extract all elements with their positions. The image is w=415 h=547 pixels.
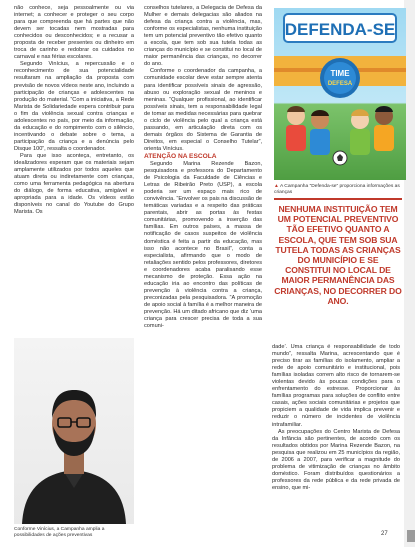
article-column-3 [272, 344, 400, 534]
campaign-title: DEFENDA-SE [284, 20, 396, 39]
paragraph: conselhos tutelares, a Delegacia de Defesa da Mulher e demais delegacias são aliados na defesa da criança contra a violência, mas, conforme os especialistas, nenhuma instituição tem um potencial preventivo tão efetivo quanto a escola, que tem sob sua tutela todas as crianças do município e se constitui no local de maior permanência das crianças, no decorrer do ano. [144, 5, 262, 68]
page-edge-tab [407, 530, 415, 542]
page-number: 27 [381, 531, 388, 537]
paragraph: As preocupações do Centro Marista de Defesa da Infância são pertinentes, de acordo com os resultados obtidos por Marina Rezende Bazon, na pesquisa que realizou em 25 municípios da região, de 2006 a 2007, para verificar a magnitude do problema de vitimização de crianças no âmbito doméstico. Foram distribuídos questionários a professores da rede pública e da rede privada de ensino, que mi- [272, 428, 400, 491]
campaign-illustration [274, 8, 406, 180]
paragraph: Segundo Marina Rezende Bazon, pesquisadora e professora do Departamento de Psicologia da Faculdade de Ciências e Letras de Ribeirão Preto (USP), a escola poderia ser um espaço mais rico de convivência. “Envolver os pais na discussão de temáticas variadas e a respeito das práticas parentais, abrir as portas às festas comunitárias, promovendo a inserção das famílias. Em outros países, a massa de notificação de casos suspeitos de violência doméstica é feita a partir da educação, mas isso não acontece no Brasil”, conta a especialista, afirmando que o modo de retaliações sentido pelos professores, diretores e coordenadores acaba paralisando esse mecanismo de proteção. Essa ação na educação iria ao encontro das políticas de prevenção à violência contra a criança, preconizadas pela pesquisadora. “A promoção de apoio social à família é a melhor maneira de prevenção. Há um ditado africano que diz ‘uma criança para crescer precisa de toda a sua comuni- [144, 160, 262, 330]
section-heading: ATENÇÃO NA ESCOLA [144, 152, 217, 160]
article-column-2 [144, 5, 262, 528]
paragraph: dade’. Uma criança é responsabilidade de todo mundo”, ressalta Marina, acrescentando que é preciso tirar as famílias do isolamento, ampliar a rede de apoio comunitário e institucional, pois famílias isoladas correm alto risco de tornarem-se violentas devido às poucas condições para o enfrentamento do estresse. Proporcionar às famílias programas para soluções de conflito entre casais, ações sociais comunitárias e projetos que propiciem a qualidade de vida implica prevenir e reduzir o número de incidentes de violência intrafamiliar. [272, 344, 400, 428]
paragraph: Para que isso aconteça, entretanto, os idealizadores esperam que os materiais sejam amplamente utilizados por todos aqueles que atuam direta ou indiretamente com crianças, como uma ferramenta pedagógica na abertura do diálogo, de forma educativa, amigável e apropriada para a idade. Os vídeos estão disponíveis no canal do Youtube do Grupo Marista. Os [14, 152, 134, 216]
paragraph: Conforme o coordenador da campanha, a comunidade escolar deve estar sempre atenta para identificar possíveis sinais de agressão, abuso ou exploração sexual de meninos e meninas. “Qualquer profissional, ao identificar possíveis sinais, tem a responsabilidade legal de tomar as medidas necessárias para quebrar o ciclo de violência pelo qual a criança está passando, em articulação direta com os demais órgãos do Sistema de Garantia de Direitos, em especial o Conselho Tutelar”, orienta Vinícius. [144, 68, 262, 152]
campaign-scene [274, 8, 406, 180]
badge-line-2: DEFESA [327, 81, 353, 87]
photo-caption [274, 184, 408, 196]
pull-quote: NENHUMA INSTITUIÇÃO TEM UM POTENCIAL PREVENTIVO TÃO EFETIVO QUANTO A ESCOLA, QUE TEM SOB SUA TUTELA TODAS AS CRIANÇAS DO MUNICÍPIO E SE CONSTITUI NO LOCAL DE MAIOR PERMANÊNCIA DAS CRIANÇAS, NO DECORRER DO ANO. [274, 198, 402, 306]
portrait-illustration [14, 338, 134, 524]
photo-caption: Conforme Vinícius, a Campanha amplia a possibilidades de ações preventivas [14, 527, 105, 538]
paragraph: Segundo Vinícius, a repercussão e o reconhecimento de sua potencialidade resultaram na ampliação da proposta com previsão de novos vídeos neste ano, incluindo a participação de crianças e adolescentes na produção do material. “Com a iniciativa, a Rede Marista de Solidariedade espera contribuir para o fim da violência sexual contra crianças e adolescentes no país, por meio da informação, da educação e do rompimento com o silêncio, incentivando o debate sobre o tema, a participação da criança e a denúncia pelo Disque 100”, ressalta o coordenador. [14, 61, 134, 152]
caption-text: A Campanha “Defenda-se” proporciona informações as crianças [274, 184, 400, 195]
caption-marker-icon: ▲ [274, 184, 279, 189]
paragraph: não conhece, seja pessoalmente ou via internet; a conhecer e proteger o seu corpo para que compreenda que há partes que não devem ser tocadas nem mostradas para conhecidos ou desconhecidos; e a recusar a proposta de receber presentes ou dinheiro em troca de carinho e redobrar os cuidados no carnaval e nas férias escolares. [14, 5, 134, 61]
article-column-1 [14, 5, 134, 330]
badge-line-1: TIME [330, 69, 350, 78]
portrait-photo [14, 338, 134, 524]
